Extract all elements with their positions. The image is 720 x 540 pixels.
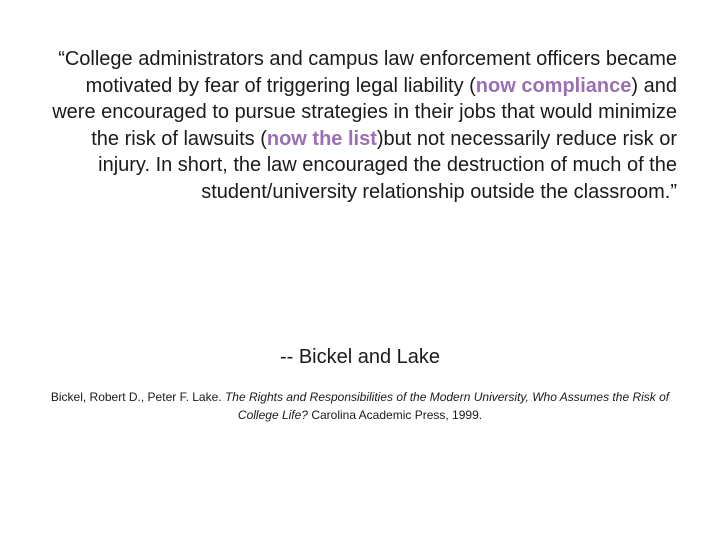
highlight-now-compliance: now compliance: [475, 74, 632, 97]
quote-part-2: and were encouraged to pursue strategies in their jobs that would minimize the risk of lawsuits: [52, 74, 677, 150]
citation-title: The Rights and Responsibilities of the Modern University, Who Assumes the Risk of College Life?: [224, 390, 670, 422]
quote-part-1: “College administrators and campus law enforcement officers became motivated by fear of triggering legal liability: [58, 48, 677, 97]
citation-authors: Bickel, Robert D., Peter F. Lake.: [50, 390, 225, 404]
highlight-now-the-list: now the list: [266, 127, 377, 150]
quote-part-3: but not necessarily reduce risk or injury. In short, the law encouraged the destruction of much of the student/university relationship outside the classroom.”: [98, 127, 677, 203]
quote-text: [40, 46, 677, 205]
citation-publisher: Carolina Academic Press, 1999.: [307, 408, 483, 422]
paren-open-2: (: [260, 127, 267, 150]
paren-close-2: ): [376, 127, 384, 150]
citation: [38, 388, 682, 424]
paren-open-1: (: [469, 74, 476, 97]
paren-close-1: ): [631, 74, 639, 97]
attribution: -- Bickel and Lake: [279, 346, 441, 368]
